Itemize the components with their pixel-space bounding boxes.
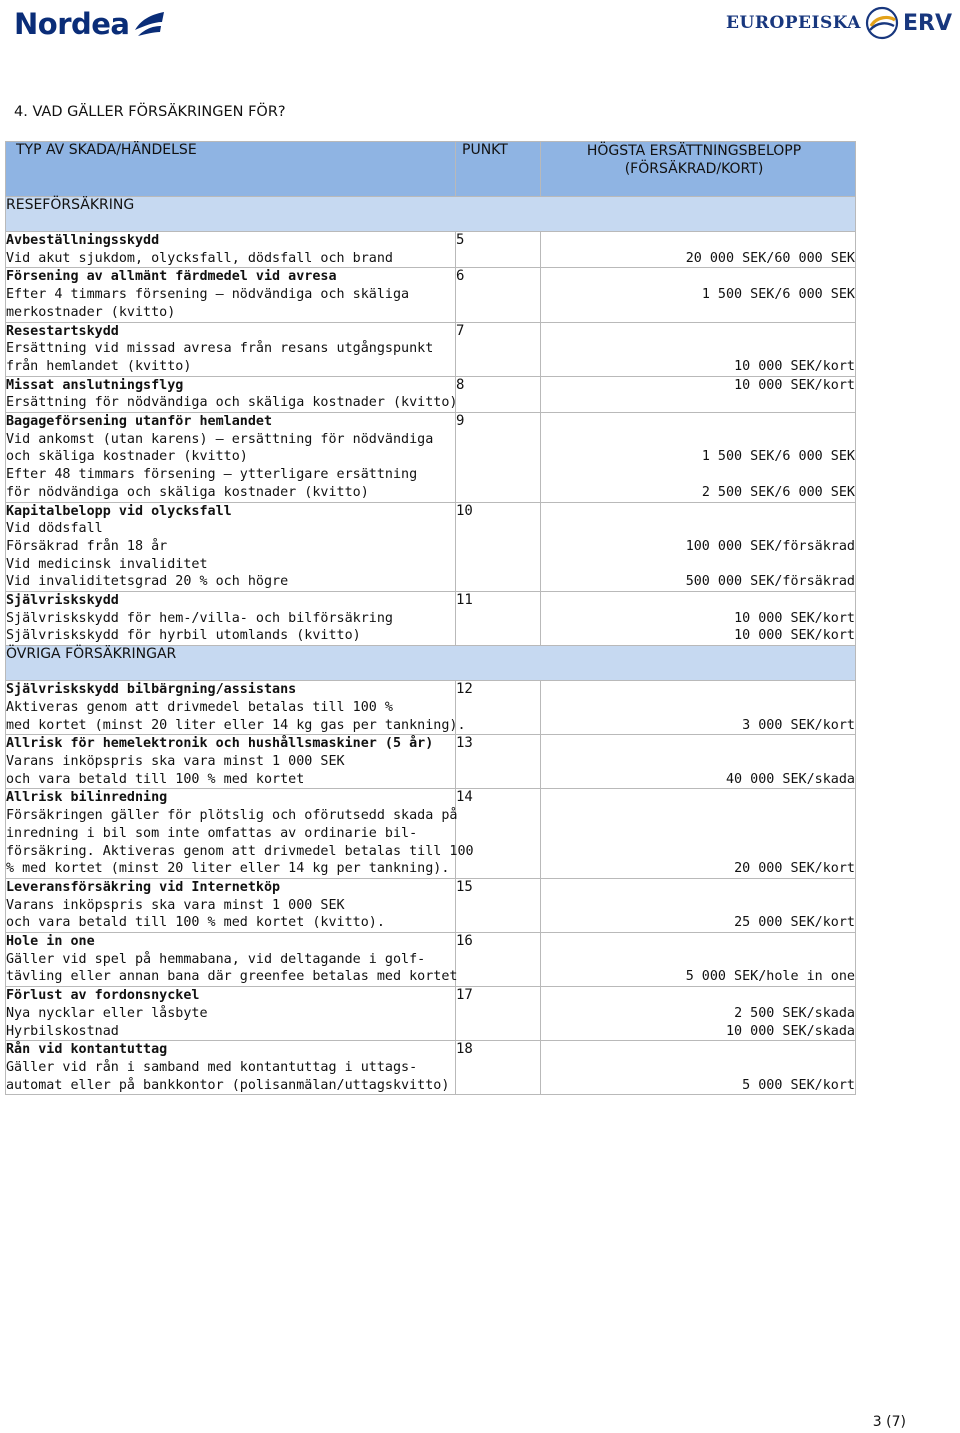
coverage-text: automat eller på bankkontor (polisanmälan/uttagskvitto) [6,1077,450,1093]
amount-spacer [541,879,855,897]
coverage-text: Aktiveras genom att drivmedel betalas till 100 % [6,699,393,715]
coverage-title: Rån vid kontantuttag [6,1042,168,1058]
amount-spacer [541,268,855,286]
max-amount-cell [541,376,856,412]
amount-spacer [541,897,855,915]
table-row [6,987,856,1041]
nordea-logo [14,8,166,40]
table-row [6,322,856,376]
coverage-title: Självriskskydd bilbärgning/assistans [6,682,297,698]
section-title-cell: RESEFÖRSÄKRING [6,197,856,232]
coverage-title: Försening av allmänt färdmedel vid avresa [6,269,337,285]
amount-spacer [541,556,855,574]
table-row [6,878,856,932]
max-amount: 2 500 SEK/skada [734,1005,855,1021]
max-amount-cell [541,987,856,1041]
coverage-description [6,1041,456,1095]
max-amount-cell [541,933,856,987]
coverage-description [6,735,456,789]
col-header-amount [541,142,856,197]
amount-spacer [541,1059,855,1077]
coverage-description [6,376,456,412]
amount-spacer [541,592,855,610]
coverage-text: Försäkrad från 18 år [6,538,168,554]
max-amount-cell [541,735,856,789]
coverage-description [6,268,456,322]
amount-spacer [541,431,855,449]
point-number: 18 [456,1041,541,1095]
table-row [6,413,856,467]
page-number: 3 (7) [872,1414,906,1430]
max-amount: 10 000 SEK/kort [734,610,855,626]
table-row [6,681,856,735]
coverage-text: för nödvändiga och skäliga kostnader (kvitto) [6,484,369,500]
max-amount: 3 000 SEK/kort [742,717,855,733]
amount-spacer [541,933,855,951]
max-amount-cell [541,592,856,646]
table-row [6,556,856,592]
erv-swirl-icon [865,6,899,40]
max-amount-cell [541,878,856,932]
amount-spacer [541,735,855,753]
coverage-text: Ersättning vid missad avresa från resans utgångspunkt [6,341,434,357]
table-row [6,933,856,987]
max-amount: 40 000 SEK/skada [726,771,855,787]
table-row [6,502,856,556]
col-header-point: PUNKT [456,142,541,197]
table-row [6,268,856,322]
max-amount-cell [541,413,856,467]
amount-spacer [541,951,855,969]
max-amount: 25 000 SEK/kort [734,915,855,931]
coverage-text: % med kortet (minst 20 liter eller 14 kg per tankning). [6,861,450,877]
point-number: 13 [456,735,541,789]
coverage-text: Vid dödsfall [6,521,103,537]
point-number: 6 [456,268,541,322]
table-row [6,466,856,502]
coverage-title: Allrisk för hemelektronik och hushållsmaskiner (5 år) [6,736,434,752]
coverage-title: Självriskskydd [6,593,119,609]
table-row [6,735,856,789]
amount-spacer [541,789,855,807]
table-header-row [6,142,856,197]
coverage-text: Försäkringen gäller för plötslig och oförutsedd skada på [6,808,458,824]
point-number: 17 [456,987,541,1041]
table-row [6,592,856,646]
coverage-text: Ersättning för nödvändiga och skäliga kostnader (kvitto) [6,395,458,411]
coverage-text: Gäller vid spel på hemmabana, vid deltagande i golf- [6,951,426,967]
max-amount-cell [541,322,856,376]
coverage-text: Självriskskydd för hem-/villa- och bilförsäkring [6,610,393,626]
table-row [6,1041,856,1095]
max-amount: 1 500 SEK/6 000 SEK [701,449,855,465]
coverage-description [6,322,456,376]
coverage-text: och vara betald till 100 % med kortet (kvitto). [6,915,385,931]
max-amount-cell [541,681,856,735]
amount-spacer [541,503,855,521]
amount-spacer [541,466,855,484]
point-number: 10 [456,502,541,592]
section-title: 4. VAD GÄLLER FÖRSÄKRINGEN FÖR? [14,104,286,120]
coverage-description [6,789,474,879]
max-amount: 5 000 SEK/hole in one [685,969,855,985]
col-header-amount-line-2: (FÖRSÄKRAD/KORT) [624,161,764,177]
europeiska-logo-text: EUROPEISKA [726,13,861,33]
point-number: 16 [456,933,541,987]
max-amount-cell [541,268,856,322]
max-amount-cell [541,502,856,556]
coverage-title: Avbeställningsskydd [6,233,160,248]
coverage-description [6,987,456,1041]
max-amount: 10 000 SEK/kort [734,358,855,374]
amount-spacer [541,340,855,358]
point-number: 8 [456,376,541,412]
coverage-text: Efter 4 timmars försening – nödvändiga och skäliga [6,287,410,303]
nordea-logo-text: Nordea [14,7,130,41]
coverage-description [6,878,456,932]
coverage-text: Gäller vid rån i samband med kontantuttag i uttags- [6,1059,418,1075]
point-number: 5 [456,232,541,268]
coverage-description [6,502,456,556]
coverage-text: Vid invaliditetsgrad 20 % och högre [6,574,289,590]
max-amount: 5 000 SEK/kort [742,1077,855,1093]
coverage-text: Vid medicinsk invaliditet [6,556,208,572]
max-amount-cell [541,466,856,502]
point-number: 9 [456,413,541,503]
section-row [6,646,856,681]
coverage-text: Efter 48 timmars försening – ytterligare ersättning [6,467,418,483]
coverage-description [6,933,456,987]
point-number: 12 [456,681,541,735]
max-amount: 100 000 SEK/försäkrad [685,538,855,554]
coverage-title: Allrisk bilinredning [6,790,168,806]
coverage-title: Kapitalbelopp vid olycksfall [6,503,232,519]
max-amount-cell [541,556,856,592]
point-number: 11 [456,592,541,646]
coverage-description [6,232,456,268]
max-amount: 500 000 SEK/försäkrad [685,574,855,590]
table-body [6,197,856,1095]
coverage-text: merkostnader (kvitto) [6,304,176,320]
max-amount: 10 000 SEK/kort [734,377,855,393]
coverage-title: Förlust av fordonsnyckel [6,988,200,1004]
max-amount: 2 500 SEK/6 000 SEK [701,484,855,500]
coverage-text: Nya nycklar eller låsbyte [6,1005,208,1021]
coverage-text: tävling eller annan bana där greenfee betalas med kortet [6,969,458,985]
amount-spacer [541,699,855,717]
coverage-description [6,466,456,502]
amount-spacer [541,987,855,1005]
table-row [6,789,856,879]
amount-spacer [541,1041,855,1059]
coverage-text: Hyrbilskostnad [6,1023,119,1039]
table-row [6,232,856,268]
coverage-title: Missat anslutningsflyg [6,377,184,393]
table-row [6,376,856,412]
coverage-text: från hemlandet (kvitto) [6,358,192,374]
coverage-text: inredning i bil som inte omfattas av ordinarie bil- [6,825,418,841]
coverage-text: Varans inköpspris ska vara minst 1 000 SEK [6,897,345,913]
coverage-table [5,141,856,1095]
nordea-wave-icon [132,8,166,40]
col-header-type: TYP AV SKADA/HÄNDELSE [6,142,456,197]
point-number: 15 [456,878,541,932]
coverage-text: Vid akut sjukdom, olycksfall, dödsfall och brand [6,250,393,266]
max-amount: 10 000 SEK/skada [726,1023,855,1039]
amount-spacer [541,413,855,431]
europeiska-erv-logo [726,6,952,40]
coverage-title: Hole in one [6,934,95,950]
coverage-text: Vid ankomst (utan karens) – ersättning för nödvändiga [6,431,434,447]
coverage-title: Leveransförsäkring vid Internetköp [6,879,281,895]
coverage-text: med kortet (minst 20 liter eller 14 kg gas per tankning). [6,717,466,733]
amount-spacer [541,520,855,538]
coverage-text: Varans inköpspris ska vara minst 1 000 SEK [6,753,345,769]
amount-spacer [541,807,855,825]
coverage-description [6,592,456,646]
max-amount: 1 500 SEK/6 000 SEK [701,287,855,303]
amount-spacer [541,232,855,250]
coverage-text: och skäliga kostnader (kvitto) [6,449,248,465]
coverage-text: försäkring. Aktiveras genom att drivmedel betalas till 100 [6,843,474,859]
point-number: 14 [456,789,541,879]
amount-spacer [541,825,855,843]
coverage-description [6,413,456,467]
erv-logo-text: ERV [903,10,952,36]
coverage-title: Bagageförsening utanför hemlandet [6,414,273,430]
max-amount-cell [541,789,856,879]
section-row [6,197,856,232]
max-amount: 20 000 SEK/kort [734,861,855,877]
section-title-cell: ÖVRIGA FÖRSÄKRINGAR [6,646,856,681]
coverage-description [6,556,456,592]
coverage-text: Självriskskydd för hyrbil utomlands (kvitto) [6,628,361,644]
amount-spacer [541,681,855,699]
coverage-text: och vara betald till 100 % med kortet [6,771,305,787]
amount-spacer [541,842,855,860]
col-header-amount-line-1: HÖGSTA ERSÄTTNINGSBELOPP [586,143,802,159]
max-amount: 10 000 SEK/kort [734,628,855,644]
coverage-title: Resestartskydd [6,323,119,339]
max-amount-cell [541,1041,856,1095]
amount-spacer [541,753,855,771]
amount-spacer [541,323,855,341]
max-amount-cell [541,232,856,268]
max-amount: 20 000 SEK/60 000 SEK [685,250,855,266]
point-number: 7 [456,322,541,376]
